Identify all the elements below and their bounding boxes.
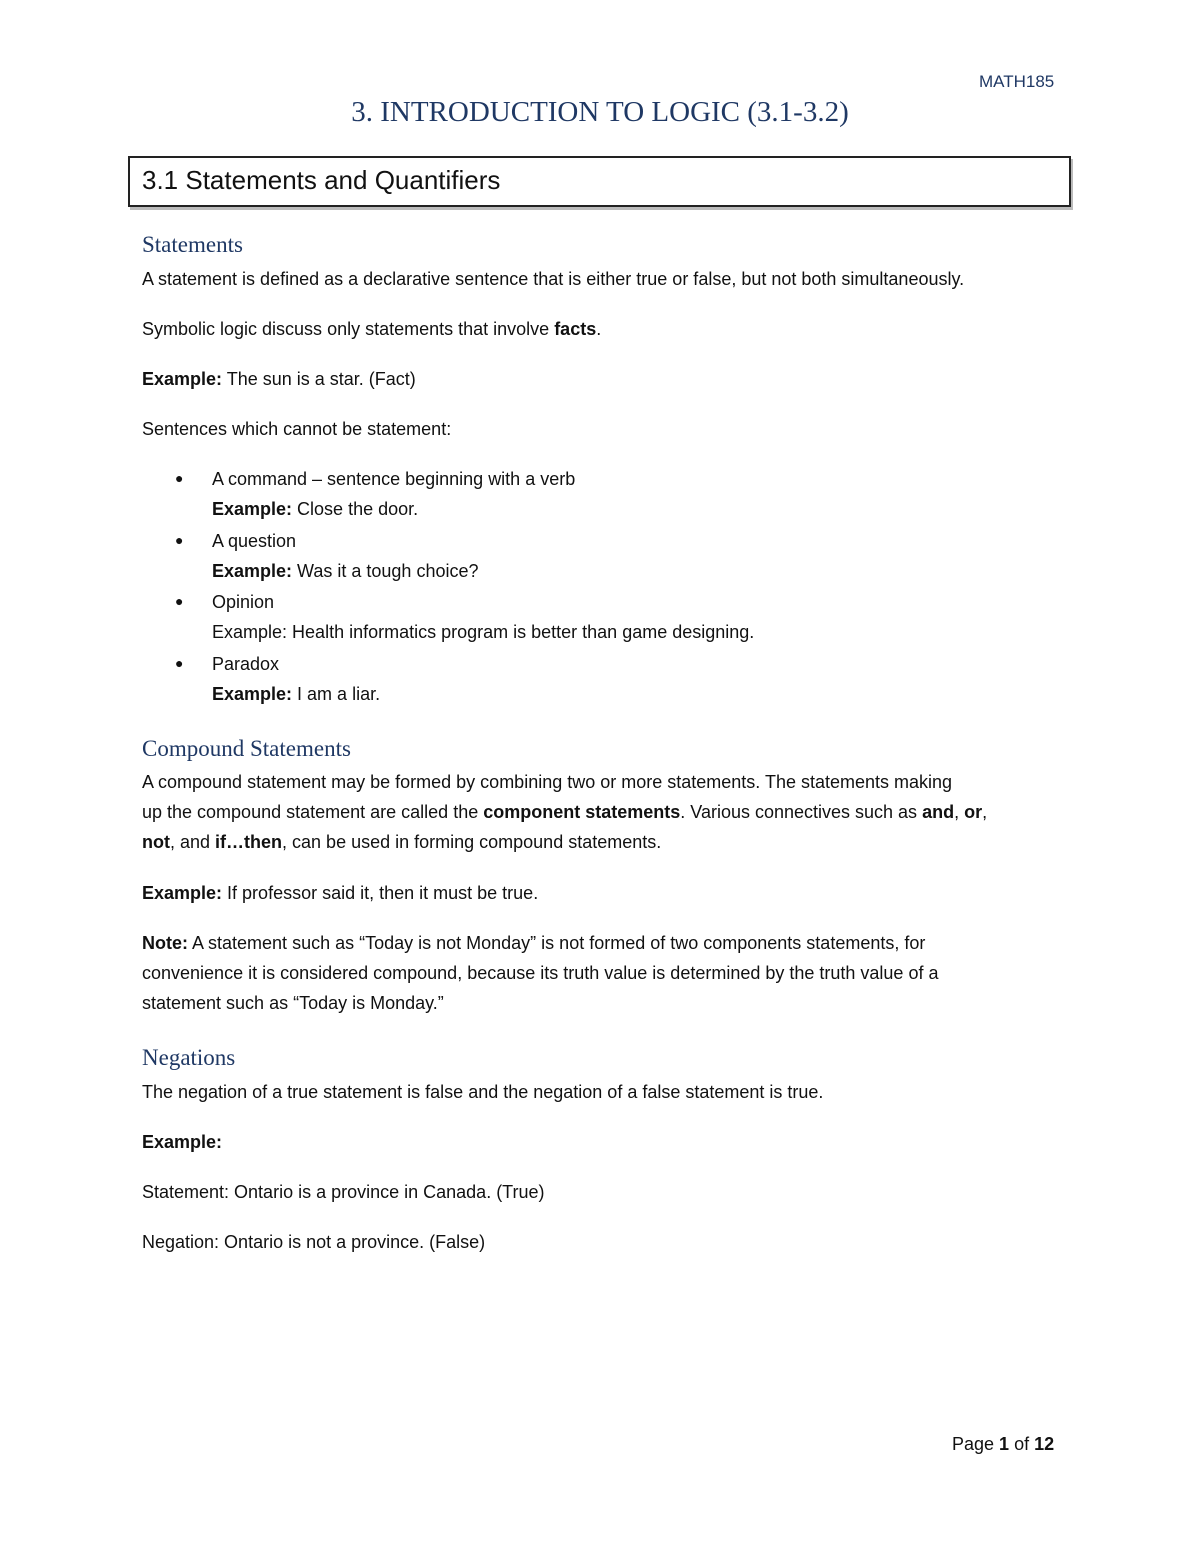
page-total: 12 [1034,1434,1055,1454]
example-text: If professor said it, then it must be true. [222,883,539,903]
compound-example [142,878,1072,908]
symbolic-end: . [596,319,602,339]
example-label: Example: [142,369,223,389]
statements-heading: Statements [142,232,243,257]
page-of: of [1009,1434,1035,1454]
course-code: MATH185 [979,72,1055,91]
comma: , [954,802,965,822]
compound-heading: Compound Statements [142,736,351,761]
note-line3: statement such as “Today is Monday.” [142,993,444,1013]
bullet-label: A command – sentence beginning with a verb [212,469,576,489]
bullet-item [212,526,478,586]
document-title: 3. INTRODUCTION TO LOGIC (3.1-3.2) [351,96,849,128]
bullet-label: Opinion [212,592,275,612]
note-line1: A statement such as “Today is not Monday” is not formed of two components statements, for [188,933,926,953]
negations-definition: The negation of a true statement is false and the negation of a false statement is true. [142,1082,824,1102]
bullet-dot: ● [175,532,184,548]
symbolic-text: Symbolic logic discuss only statements that involve [142,319,555,339]
bullet-item [212,649,380,709]
bullet-dot: ● [175,593,184,609]
statements-example [142,364,1072,394]
bullet-label: Paradox [212,654,280,674]
compound-line3-mid: , and [169,832,216,852]
bullet-example-label: Example: [212,499,293,519]
bullet-example-text: Health informatics program is better than game designing. [287,622,755,642]
note-label: Note: [142,933,188,953]
bullet-example-text: I am a liar. [292,684,381,704]
example-text: The sun is a star. (Fact) [222,369,416,389]
symbolic-logic-paragraph [142,314,1072,344]
section-title: 3.1 Statements and Quantifiers [142,165,501,195]
bullet-item [212,464,575,524]
compound-line1: A compound statement may be formed by combining two or more statements. The statements making [142,772,953,792]
compound-line3-end: , can be used in forming compound statements. [282,832,662,852]
bullet-example-label: Example: [212,561,293,581]
bullet-dot: ● [175,655,184,671]
compound-note [142,928,1072,1018]
comma: , [982,802,988,822]
and-bold: and [922,802,955,822]
bullet-example-label: Example: [212,684,293,704]
component-statements-bold: component statements [483,802,681,822]
statements-definition: A statement is defined as a declarative sentence that is either true or false, but not both simultaneously. [142,269,965,289]
bullet-item [212,587,754,647]
or-bold: or [964,802,983,822]
negations-negation: Negation: Ontario is not a province. (False) [142,1232,486,1252]
compound-line2: up the compound statement are called the [142,802,484,822]
bullet-label: A question [212,531,297,551]
page-current: 1 [999,1434,1010,1454]
not-bold: not [142,832,170,852]
if-then-bold: if…then [215,832,283,852]
note-line2: convenience it is considered compound, because its truth value is determined by the truth value of a [142,963,939,983]
non-statement-intro: Sentences which cannot be statement: [142,419,452,439]
facts-bold: facts [554,319,597,339]
compound-definition [142,767,1072,857]
negations-example-label [142,1127,1072,1157]
bullet-dot: ● [175,470,184,486]
bullet-example-text: Close the door. [292,499,419,519]
example-label: Example: [142,1132,223,1152]
page-prefix: Page [952,1434,1000,1454]
page-number [952,1434,1054,1455]
negations-heading: Negations [142,1045,236,1070]
example-label: Example: [142,883,223,903]
negations-statement: Statement: Ontario is a province in Canada. (True) [142,1182,545,1202]
bullet-example-label: Example: [212,622,288,642]
compound-line2-mid: . Various connectives such as [680,802,923,822]
section-header-box [128,156,1071,207]
bullet-example-text: Was it a tough choice? [292,561,479,581]
